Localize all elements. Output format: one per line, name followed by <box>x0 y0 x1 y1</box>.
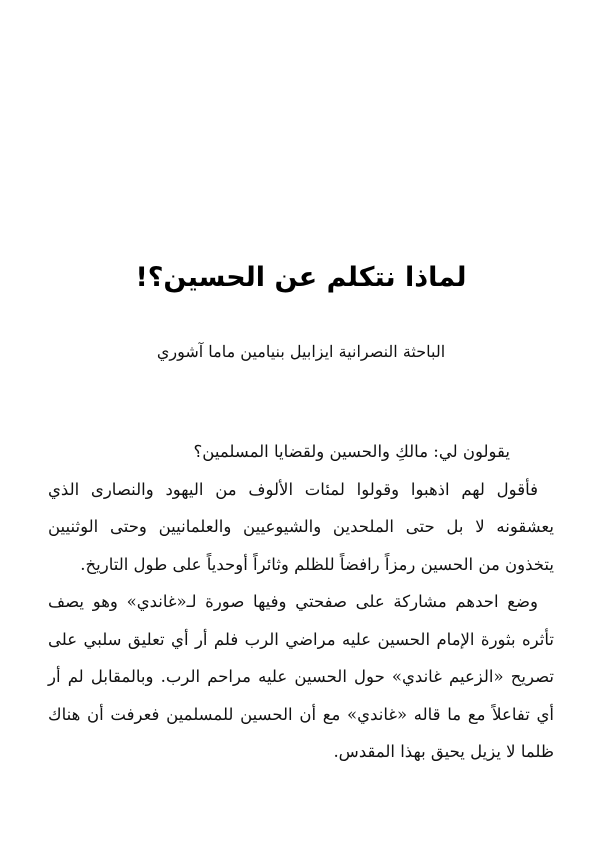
body-text <box>48 433 554 771</box>
paragraph: وضع احدهم مشاركة على صفحتي وفيها صورة لـ«غاندي» وهو يصف تأثره بثورة الإمام الحسين عليه مراضي الرب فلم أر أي تعليق سلبي على تصريح «الزعيم غاندي» حول الحسين عليه مراحم الرب. وبالمقابل لم أر أي تفاعلاً مع ما قاله «غاندي» مع أن الحسين للمسلمين فعرفت أن هناك ظلما لا يزيل يحيق بهذا المقدس. <box>48 592 554 761</box>
page-title: لماذا نتكلم عن الحسين؟! <box>135 262 467 293</box>
author-line: الباحثة النصرانية ايزابيل بنيامين ماما آشوري <box>156 342 446 361</box>
paragraph: فأقول لهم اذهبوا وقولوا لمئات الألوف من اليهود والنصارى الذي يعشقونه لا بل حتى الملحدين والشيوعيين والعلمانيين وحتى الوثنيين يتخذون من الحسين رمزاً رافضاً للظلم وثائراً أوحدياً على طول التاريخ. <box>48 479 554 574</box>
paragraph: يقولون لي: مالكِ والحسين ولقضايا المسلمين؟ <box>193 442 510 461</box>
